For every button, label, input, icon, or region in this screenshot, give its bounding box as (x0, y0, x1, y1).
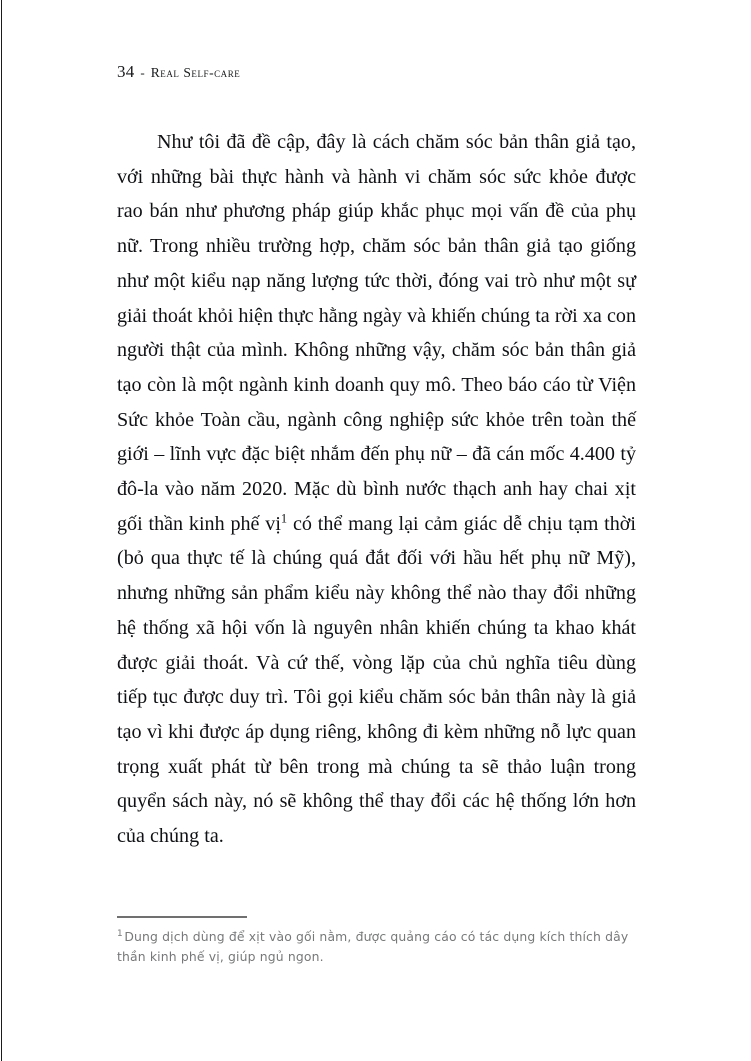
footnote-body-text: Dung dịch dùng để xịt vào gối nằm, được quảng cáo có tác dụng kích thích dây thần kinh phế vị, giúp ngủ ngon. (117, 929, 629, 964)
body-paragraph-part-1: Như tôi đã đề cập, đây là cách chăm sóc bản thân giả tạo, với những bài thực hành và hành vi chăm sóc sức khỏe được rao bán như phương pháp giúp khắc phục mọi vấn đề của phụ nữ. Trong nhiều trường hợp, chăm sóc bản thân giả tạo giống như một kiểu nạp năng lượng tức thời, đóng vai trò như một sự giải thoát khỏi hiện thực hằng ngày và khiến chúng ta rời xa con người thật của mình. Không những vậy, chăm sóc bản thân giả tạo còn là một ngành kinh doanh quy mô. Theo báo cáo từ Viện Sức khỏe Toàn cầu, ngành công nghiệp sức khỏe trên toàn thế giới – lĩnh vực đặc biệt nhắm đến phụ nữ – đã cán mốc 4.400 tỷ đô-la vào năm 2020. Mặc dù bình nước thạch anh hay chai xịt gối thần kinh phế vị (117, 131, 636, 535)
body-text-block (117, 125, 636, 854)
footnote-number: 1 (117, 928, 123, 939)
body-paragraph-part-2: có thể mang lại cảm giác dễ chịu tạm thời (bỏ qua thực tế là chúng quá đắt đối với hầu hết phụ nữ Mỹ), nhưng những sản phẩm kiểu này không thể nào thay đổi những hệ thống xã hội vốn là nguyên nhân khiến chúng ta khao khát được giải thoát. Và cứ thế, vòng lặp của chủ nghĩa tiêu dùng tiếp tục được duy trì. Tôi gọi kiểu chăm sóc bản thân này là giả tạo vì khi được áp dụng riêng, không đi kèm những nỗ lực quan trọng xuất phát từ bên trong mà chúng ta sẽ thảo luận trong quyển sách này, nó sẽ không thể thay đổi các hệ thống lớn hơn của chúng ta. (117, 512, 636, 848)
running-head-separator: - (140, 65, 145, 80)
footnote-reference-marker[interactable]: 1 (280, 511, 288, 526)
body-paragraph (117, 125, 636, 854)
running-head (117, 62, 240, 82)
page-folio-number: 34 (117, 62, 135, 81)
footnote-zone (117, 916, 636, 967)
running-head-book-title: Real Self-care (150, 65, 241, 80)
page-edge-line (1, 0, 2, 1061)
footnote-entry (117, 927, 636, 967)
footnote-separator-rule (117, 916, 247, 918)
